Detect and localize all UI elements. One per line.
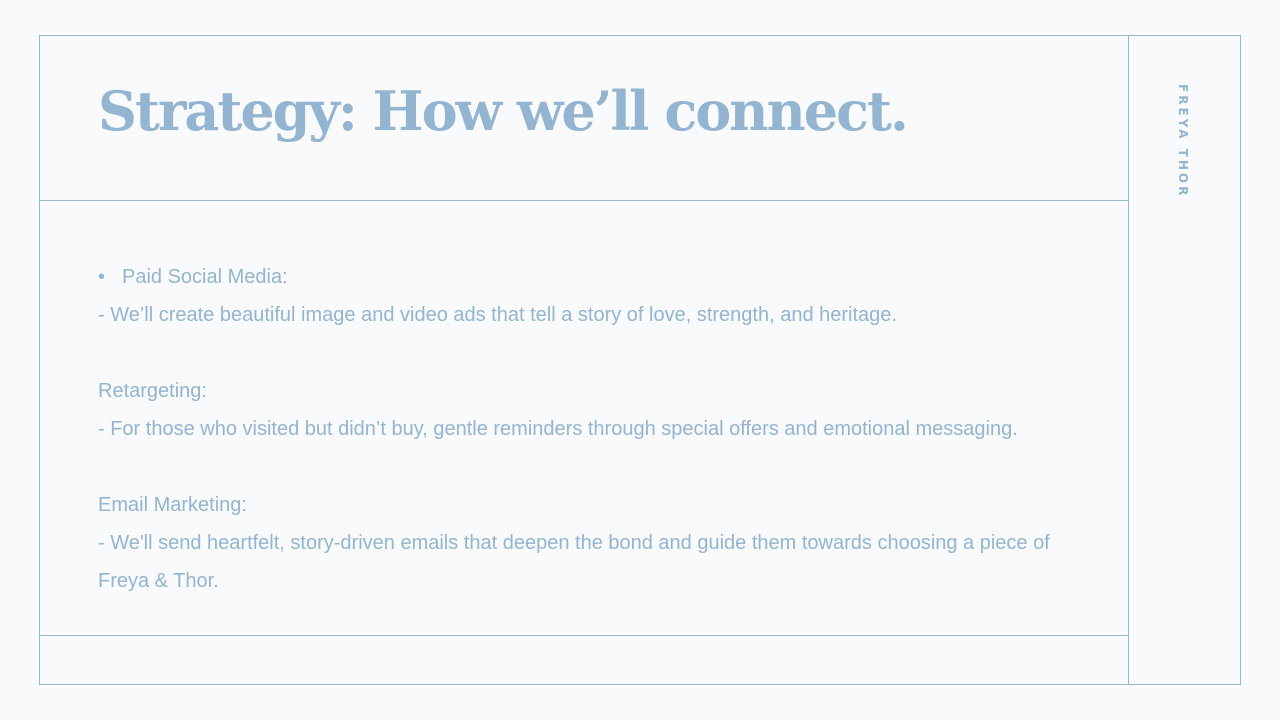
title-divider xyxy=(39,200,1129,201)
section-detail-email: - We'll send heartfelt, story-driven emails that deepen the bond and guide them towards choosing a piece of Freya & Thor. xyxy=(98,532,1050,592)
strategy-content xyxy=(98,258,1078,600)
section-heading-paid-social xyxy=(98,258,1078,296)
section-heading-retargeting: Retargeting: xyxy=(98,380,207,402)
brand-side-label: FREYA THOR xyxy=(1176,84,1190,199)
section-heading-email: Email Marketing: xyxy=(98,494,247,516)
footer-divider xyxy=(39,635,1129,636)
sidebar-divider xyxy=(1128,35,1129,685)
section-detail-retargeting: - For those who visited but didn’t buy, gentle reminders through special offers and emotional messaging. xyxy=(98,418,1018,440)
spacer xyxy=(98,448,1078,486)
page-title: Strategy: How we’ll connect. xyxy=(98,79,907,143)
bullet-icon: • xyxy=(98,266,106,288)
section-detail-paid-social: - We’ll create beautiful image and video ads that tell a story of love, strength, and heritage. xyxy=(98,304,897,326)
section-heading-label: Paid Social Media: xyxy=(122,266,288,288)
spacer xyxy=(98,334,1078,372)
